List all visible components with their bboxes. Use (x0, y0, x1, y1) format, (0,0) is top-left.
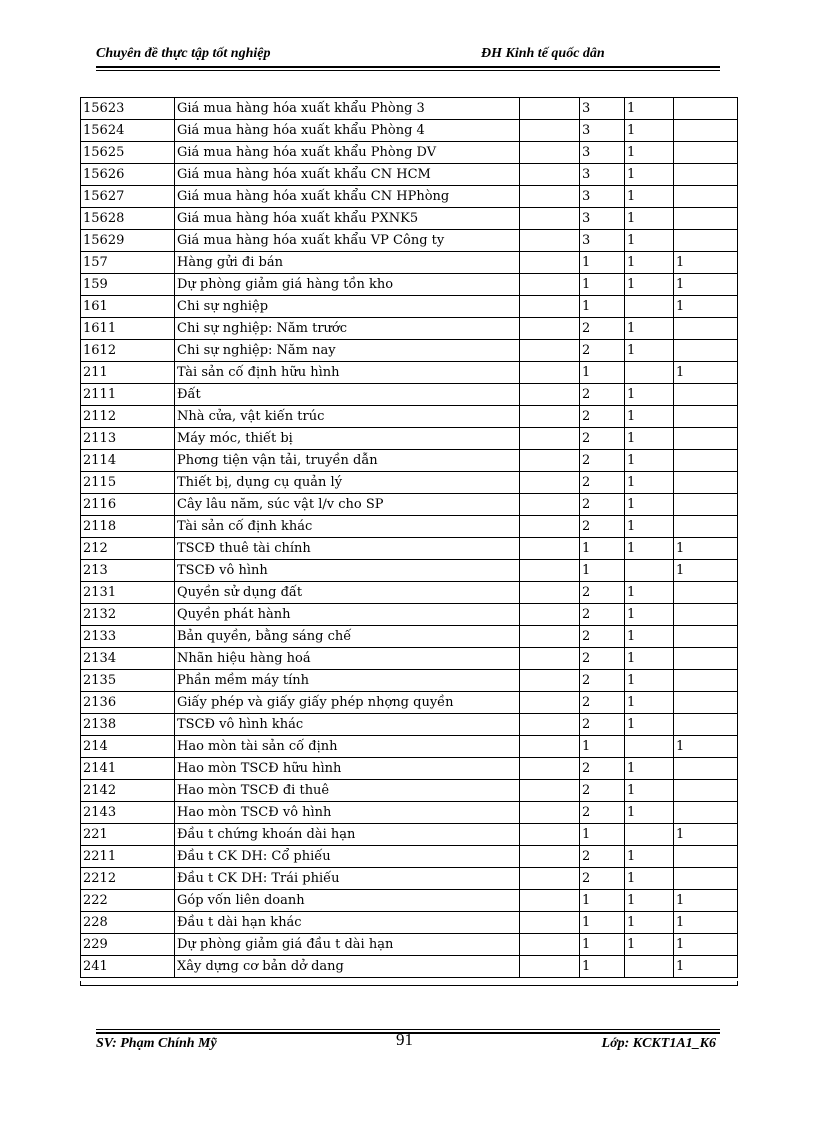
column-5-cell (625, 296, 674, 318)
table-bottom-border (80, 981, 738, 986)
column-6-cell: 1 (674, 362, 738, 384)
table-row (81, 296, 738, 318)
level-cell: 1 (580, 538, 625, 560)
account-code-cell: 2113 (81, 428, 175, 450)
account-name-cell: Bản quyền, bằng sáng chế (175, 626, 520, 648)
table-row (81, 934, 738, 956)
column-3-cell (520, 648, 580, 670)
column-5-cell: 1 (625, 912, 674, 934)
account-code-cell: 15627 (81, 186, 175, 208)
table-row (81, 802, 738, 824)
column-5-cell: 1 (625, 472, 674, 494)
page-footer (96, 1030, 720, 1056)
account-code-cell: 15625 (81, 142, 175, 164)
table-row (81, 142, 738, 164)
level-cell: 2 (580, 868, 625, 890)
table-row (81, 582, 738, 604)
table-row (81, 648, 738, 670)
level-cell: 1 (580, 560, 625, 582)
column-6-cell (674, 604, 738, 626)
account-code-cell: 1612 (81, 340, 175, 362)
level-cell: 2 (580, 626, 625, 648)
column-6-cell (674, 340, 738, 362)
column-6-cell (674, 670, 738, 692)
level-cell: 3 (580, 98, 625, 120)
column-5-cell: 1 (625, 846, 674, 868)
column-6-cell: 1 (674, 274, 738, 296)
column-3-cell (520, 450, 580, 472)
level-cell: 1 (580, 956, 625, 978)
column-5-cell (625, 362, 674, 384)
account-name-cell: Hao mòn TSCĐ hữu hình (175, 758, 520, 780)
account-code-cell: 2142 (81, 780, 175, 802)
table-row (81, 318, 738, 340)
account-code-cell: 2134 (81, 648, 175, 670)
table-row (81, 890, 738, 912)
column-5-cell: 1 (625, 340, 674, 362)
column-6-cell (674, 230, 738, 252)
column-5-cell: 1 (625, 318, 674, 340)
level-cell: 2 (580, 802, 625, 824)
column-6-cell (674, 714, 738, 736)
level-cell: 2 (580, 692, 625, 714)
level-cell: 3 (580, 164, 625, 186)
account-name-cell: Giá mua hàng hóa xuất khẩu PXNK5 (175, 208, 520, 230)
column-5-cell: 1 (625, 142, 674, 164)
column-5-cell: 1 (625, 516, 674, 538)
header-thesis-title: Chuyên đề thực tập tốt nghiệp (96, 46, 271, 61)
table-row (81, 120, 738, 142)
header-rule-thin (96, 70, 720, 71)
account-name-cell: Chi sự nghiệp: Năm trước (175, 318, 520, 340)
account-name-cell: TSCĐ thuê tài chính (175, 538, 520, 560)
column-3-cell (520, 912, 580, 934)
account-name-cell: Giá mua hàng hóa xuất khẩu Phòng 3 (175, 98, 520, 120)
account-code-cell: 229 (81, 934, 175, 956)
column-5-cell: 1 (625, 164, 674, 186)
column-6-cell (674, 494, 738, 516)
column-3-cell (520, 494, 580, 516)
column-5-cell: 1 (625, 604, 674, 626)
column-3-cell (520, 868, 580, 890)
table-row (81, 692, 738, 714)
level-cell: 2 (580, 670, 625, 692)
column-6-cell: 1 (674, 538, 738, 560)
column-6-cell: 1 (674, 560, 738, 582)
column-5-cell: 1 (625, 692, 674, 714)
account-code-cell: 228 (81, 912, 175, 934)
column-5-cell: 1 (625, 186, 674, 208)
column-3-cell (520, 296, 580, 318)
column-5-cell (625, 824, 674, 846)
column-6-cell (674, 384, 738, 406)
column-6-cell: 1 (674, 956, 738, 978)
column-5-cell: 1 (625, 868, 674, 890)
header-rule (96, 66, 720, 68)
column-6-cell (674, 802, 738, 824)
table-row (81, 472, 738, 494)
account-name-cell: Giấy phép và giấy giấy phép nhợng quyền (175, 692, 520, 714)
column-5-cell: 1 (625, 450, 674, 472)
column-3-cell (520, 164, 580, 186)
account-code-cell: 2211 (81, 846, 175, 868)
account-code-cell: 1611 (81, 318, 175, 340)
level-cell: 1 (580, 824, 625, 846)
column-6-cell (674, 450, 738, 472)
account-code-cell: 211 (81, 362, 175, 384)
level-cell: 2 (580, 648, 625, 670)
table-row (81, 186, 738, 208)
table-row (81, 670, 738, 692)
column-3-cell (520, 824, 580, 846)
account-code-cell: 2136 (81, 692, 175, 714)
footer-class: Lớp: KCKT1A1_K6 (601, 1036, 716, 1051)
column-3-cell (520, 758, 580, 780)
column-5-cell: 1 (625, 538, 674, 560)
account-code-cell: 221 (81, 824, 175, 846)
table-row (81, 604, 738, 626)
level-cell: 1 (580, 736, 625, 758)
account-name-cell: Xây dựng cơ bản dở dang (175, 956, 520, 978)
column-3-cell (520, 230, 580, 252)
account-name-cell: Chi sự nghiệp (175, 296, 520, 318)
column-6-cell (674, 318, 738, 340)
column-3-cell (520, 670, 580, 692)
header-university: ĐH Kinh tế quốc dân (481, 46, 605, 61)
level-cell: 2 (580, 406, 625, 428)
footer-student-name: SV: Phạm Chính Mỹ (96, 1036, 217, 1051)
column-5-cell: 1 (625, 208, 674, 230)
account-code-cell: 241 (81, 956, 175, 978)
column-5-cell: 1 (625, 494, 674, 516)
account-code-cell: 2135 (81, 670, 175, 692)
table-row (81, 362, 738, 384)
account-name-cell: Phần mềm máy tính (175, 670, 520, 692)
table-row (81, 626, 738, 648)
table-row (81, 780, 738, 802)
table-row (81, 516, 738, 538)
level-cell: 2 (580, 582, 625, 604)
table-row (81, 252, 738, 274)
account-code-cell: 2132 (81, 604, 175, 626)
column-3-cell (520, 186, 580, 208)
column-5-cell: 1 (625, 648, 674, 670)
column-5-cell: 1 (625, 252, 674, 274)
column-6-cell: 1 (674, 890, 738, 912)
account-name-cell: Hao mòn TSCĐ đi thuê (175, 780, 520, 802)
level-cell: 2 (580, 780, 625, 802)
table-row (81, 384, 738, 406)
account-name-cell: Đầu t CK DH: Cổ phiếu (175, 846, 520, 868)
column-3-cell (520, 274, 580, 296)
account-name-cell: Thiết bị, dụng cụ quản lý (175, 472, 520, 494)
column-6-cell (674, 582, 738, 604)
account-code-cell: 222 (81, 890, 175, 912)
account-name-cell: Đầu t CK DH: Trái phiếu (175, 868, 520, 890)
column-6-cell (674, 692, 738, 714)
level-cell: 1 (580, 362, 625, 384)
column-5-cell (625, 560, 674, 582)
column-3-cell (520, 736, 580, 758)
table-row (81, 912, 738, 934)
account-name-cell: Đầu t dài hạn khác (175, 912, 520, 934)
column-3-cell (520, 384, 580, 406)
account-code-cell: 159 (81, 274, 175, 296)
level-cell: 2 (580, 714, 625, 736)
column-5-cell: 1 (625, 120, 674, 142)
account-name-cell: Nhãn hiệu hàng hoá (175, 648, 520, 670)
account-code-cell: 15629 (81, 230, 175, 252)
column-6-cell: 1 (674, 934, 738, 956)
column-3-cell (520, 318, 580, 340)
account-name-cell: TSCĐ vô hình khác (175, 714, 520, 736)
account-code-cell: 15626 (81, 164, 175, 186)
level-cell: 1 (580, 274, 625, 296)
column-3-cell (520, 252, 580, 274)
account-code-cell: 15624 (81, 120, 175, 142)
account-name-cell: Tài sản cố định khác (175, 516, 520, 538)
column-5-cell: 1 (625, 274, 674, 296)
account-name-cell: Hàng gửi đi bán (175, 252, 520, 274)
account-name-cell: Góp vốn liên doanh (175, 890, 520, 912)
column-3-cell (520, 538, 580, 560)
column-6-cell (674, 648, 738, 670)
column-6-cell (674, 626, 738, 648)
column-3-cell (520, 472, 580, 494)
account-code-cell: 157 (81, 252, 175, 274)
level-cell: 1 (580, 252, 625, 274)
level-cell: 3 (580, 186, 625, 208)
level-cell: 3 (580, 230, 625, 252)
column-3-cell (520, 890, 580, 912)
table-row (81, 450, 738, 472)
column-3-cell (520, 934, 580, 956)
account-code-cell: 2138 (81, 714, 175, 736)
level-cell: 2 (580, 758, 625, 780)
level-cell: 1 (580, 890, 625, 912)
column-3-cell (520, 142, 580, 164)
column-3-cell (520, 714, 580, 736)
column-6-cell (674, 780, 738, 802)
account-name-cell: Giá mua hàng hóa xuất khẩu CN HCM (175, 164, 520, 186)
column-5-cell: 1 (625, 626, 674, 648)
table-row (81, 758, 738, 780)
table-row (81, 846, 738, 868)
table-row (81, 164, 738, 186)
column-6-cell (674, 98, 738, 120)
level-cell: 2 (580, 450, 625, 472)
column-3-cell (520, 120, 580, 142)
column-3-cell (520, 780, 580, 802)
column-5-cell: 1 (625, 670, 674, 692)
account-code-cell: 2212 (81, 868, 175, 890)
column-3-cell (520, 582, 580, 604)
account-name-cell: Tài sản cố định hữu hình (175, 362, 520, 384)
account-code-cell: 2116 (81, 494, 175, 516)
column-3-cell (520, 516, 580, 538)
column-6-cell (674, 758, 738, 780)
column-6-cell (674, 142, 738, 164)
column-6-cell (674, 406, 738, 428)
account-code-cell: 214 (81, 736, 175, 758)
table-row (81, 956, 738, 978)
account-name-cell: Cây lâu năm, súc vật l/v cho SP (175, 494, 520, 516)
level-cell: 1 (580, 934, 625, 956)
account-name-cell: Giá mua hàng hóa xuất khẩu Phòng 4 (175, 120, 520, 142)
account-code-cell: 15623 (81, 98, 175, 120)
column-3-cell (520, 362, 580, 384)
account-code-cell: 212 (81, 538, 175, 560)
table-row (81, 274, 738, 296)
level-cell: 3 (580, 142, 625, 164)
column-5-cell: 1 (625, 758, 674, 780)
table-row (81, 208, 738, 230)
column-6-cell (674, 428, 738, 450)
column-5-cell (625, 956, 674, 978)
table-row (81, 340, 738, 362)
column-6-cell (674, 120, 738, 142)
account-code-cell: 2133 (81, 626, 175, 648)
column-5-cell: 1 (625, 230, 674, 252)
table-row (81, 560, 738, 582)
level-cell: 2 (580, 472, 625, 494)
page-number: 91 (396, 1030, 413, 1049)
account-name-cell: Giá mua hàng hóa xuất khẩu CN HPhòng (175, 186, 520, 208)
level-cell: 2 (580, 494, 625, 516)
column-5-cell: 1 (625, 406, 674, 428)
column-3-cell (520, 692, 580, 714)
column-5-cell: 1 (625, 98, 674, 120)
account-name-cell: Nhà cửa, vật kiến trúc (175, 406, 520, 428)
column-5-cell: 1 (625, 802, 674, 824)
account-table-body (81, 98, 738, 978)
table-row (81, 230, 738, 252)
column-3-cell (520, 208, 580, 230)
level-cell: 2 (580, 516, 625, 538)
account-name-cell: Đầu t chứng khoán dài hạn (175, 824, 520, 846)
column-5-cell: 1 (625, 890, 674, 912)
account-code-cell: 2131 (81, 582, 175, 604)
account-name-cell: Đất (175, 384, 520, 406)
column-5-cell: 1 (625, 934, 674, 956)
column-6-cell (674, 868, 738, 890)
table-row (81, 736, 738, 758)
column-5-cell (625, 736, 674, 758)
column-6-cell (674, 186, 738, 208)
column-5-cell: 1 (625, 582, 674, 604)
table-row (81, 868, 738, 890)
account-name-cell: Dự phòng giảm giá đầu t dài hạn (175, 934, 520, 956)
level-cell: 2 (580, 846, 625, 868)
level-cell: 2 (580, 428, 625, 450)
column-3-cell (520, 802, 580, 824)
account-code-cell: 2112 (81, 406, 175, 428)
level-cell: 3 (580, 208, 625, 230)
column-6-cell (674, 208, 738, 230)
account-name-cell: Hao mòn tài sản cố định (175, 736, 520, 758)
account-code-cell: 15628 (81, 208, 175, 230)
account-code-cell: 213 (81, 560, 175, 582)
column-5-cell: 1 (625, 428, 674, 450)
column-6-cell: 1 (674, 912, 738, 934)
column-3-cell (520, 340, 580, 362)
account-name-cell: Dự phòng giảm giá hàng tồn kho (175, 274, 520, 296)
account-name-cell: Quyền phát hành (175, 604, 520, 626)
column-3-cell (520, 98, 580, 120)
account-name-cell: Chi sự nghiệp: Năm nay (175, 340, 520, 362)
account-code-cell: 2143 (81, 802, 175, 824)
column-3-cell (520, 956, 580, 978)
column-3-cell (520, 406, 580, 428)
table-row (81, 538, 738, 560)
level-cell: 2 (580, 384, 625, 406)
column-5-cell: 1 (625, 384, 674, 406)
column-3-cell (520, 626, 580, 648)
column-6-cell (674, 164, 738, 186)
column-6-cell (674, 472, 738, 494)
account-code-cell: 161 (81, 296, 175, 318)
account-name-cell: Quyền sử dụng đất (175, 582, 520, 604)
column-5-cell: 1 (625, 780, 674, 802)
column-5-cell: 1 (625, 714, 674, 736)
table-row (81, 494, 738, 516)
column-6-cell: 1 (674, 296, 738, 318)
account-code-cell: 2115 (81, 472, 175, 494)
table-row (81, 406, 738, 428)
account-table (80, 97, 738, 978)
table-row (81, 98, 738, 120)
column-3-cell (520, 846, 580, 868)
level-cell: 3 (580, 120, 625, 142)
table-row (81, 428, 738, 450)
column-3-cell (520, 428, 580, 450)
column-3-cell (520, 560, 580, 582)
account-code-cell: 2118 (81, 516, 175, 538)
column-6-cell: 1 (674, 252, 738, 274)
table-row (81, 824, 738, 846)
level-cell: 1 (580, 912, 625, 934)
account-name-cell: Giá mua hàng hóa xuất khẩu VP Công ty (175, 230, 520, 252)
column-6-cell (674, 516, 738, 538)
table-row (81, 714, 738, 736)
column-3-cell (520, 604, 580, 626)
level-cell: 2 (580, 604, 625, 626)
account-name-cell: Giá mua hàng hóa xuất khẩu Phòng DV (175, 142, 520, 164)
account-name-cell: Phơng tiện vận tải, truyền dẫn (175, 450, 520, 472)
page-header (96, 46, 720, 66)
account-code-cell: 2111 (81, 384, 175, 406)
column-6-cell (674, 846, 738, 868)
level-cell: 2 (580, 318, 625, 340)
account-name-cell: TSCĐ vô hình (175, 560, 520, 582)
level-cell: 1 (580, 296, 625, 318)
level-cell: 2 (580, 340, 625, 362)
column-6-cell: 1 (674, 824, 738, 846)
account-code-cell: 2141 (81, 758, 175, 780)
account-name-cell: Máy móc, thiết bị (175, 428, 520, 450)
account-code-cell: 2114 (81, 450, 175, 472)
account-name-cell: Hao mòn TSCĐ vô hình (175, 802, 520, 824)
column-6-cell: 1 (674, 736, 738, 758)
